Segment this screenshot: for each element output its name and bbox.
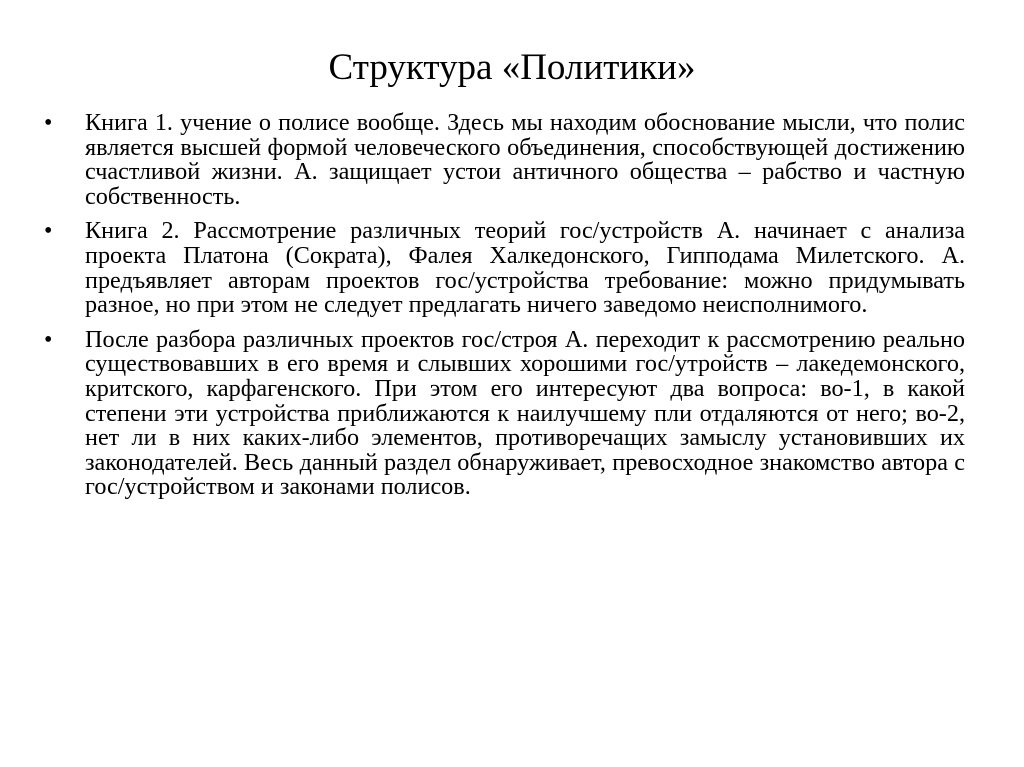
bullet-item-book-1	[44, 111, 965, 209]
bullet-text: После разбора различных проектов гос/строя А. переходит к рассмотрению реально существовавших в его время и слывших хорошими гос/утройств – лакедемонского, критского, карфагенского. При этом его интересуют два вопроса: во-1, в какой степени эти устройства приближаются к наилучшему пли отдаляются от него; во-2, нет ли в них каких-либо элементов, противоречащих замыслу установивших их законодателей. Весь данный раздел обнаруживает, превосходное знакомство автора с гос/устройством и законами полисов.	[85, 325, 965, 501]
slide-title: Структура «Политики»	[328, 47, 696, 88]
bullet-text: Книга 1. учение о полисе вообще. Здесь мы находим обоснование мысли, что полис является высшей формой человеческого объединения, способствующей достижению счастливой жизни. А. защищает устои античного общества – рабство и частную собственность.	[85, 109, 965, 210]
bullet-item-book-2	[44, 219, 965, 317]
bullet-dot-icon: •	[44, 110, 53, 136]
bullet-text: Книга 2. Рассмотрение различных теорий гос/устройств А. начинает с анализа проекта Платона (Сократа), Фалея Халкедонского, Гипподама Милетского. А. предъявляет авторам проектов гос/устройства требование: можно придумывать разное, но при этом не следует предлагать ничего заведомо неисполнимого.	[85, 217, 965, 319]
bullet-item-existing-constitutions	[44, 325, 965, 501]
bullet-dot-icon: •	[44, 326, 53, 353]
bullet-list	[44, 111, 965, 510]
bullet-dot-icon: •	[44, 218, 53, 245]
